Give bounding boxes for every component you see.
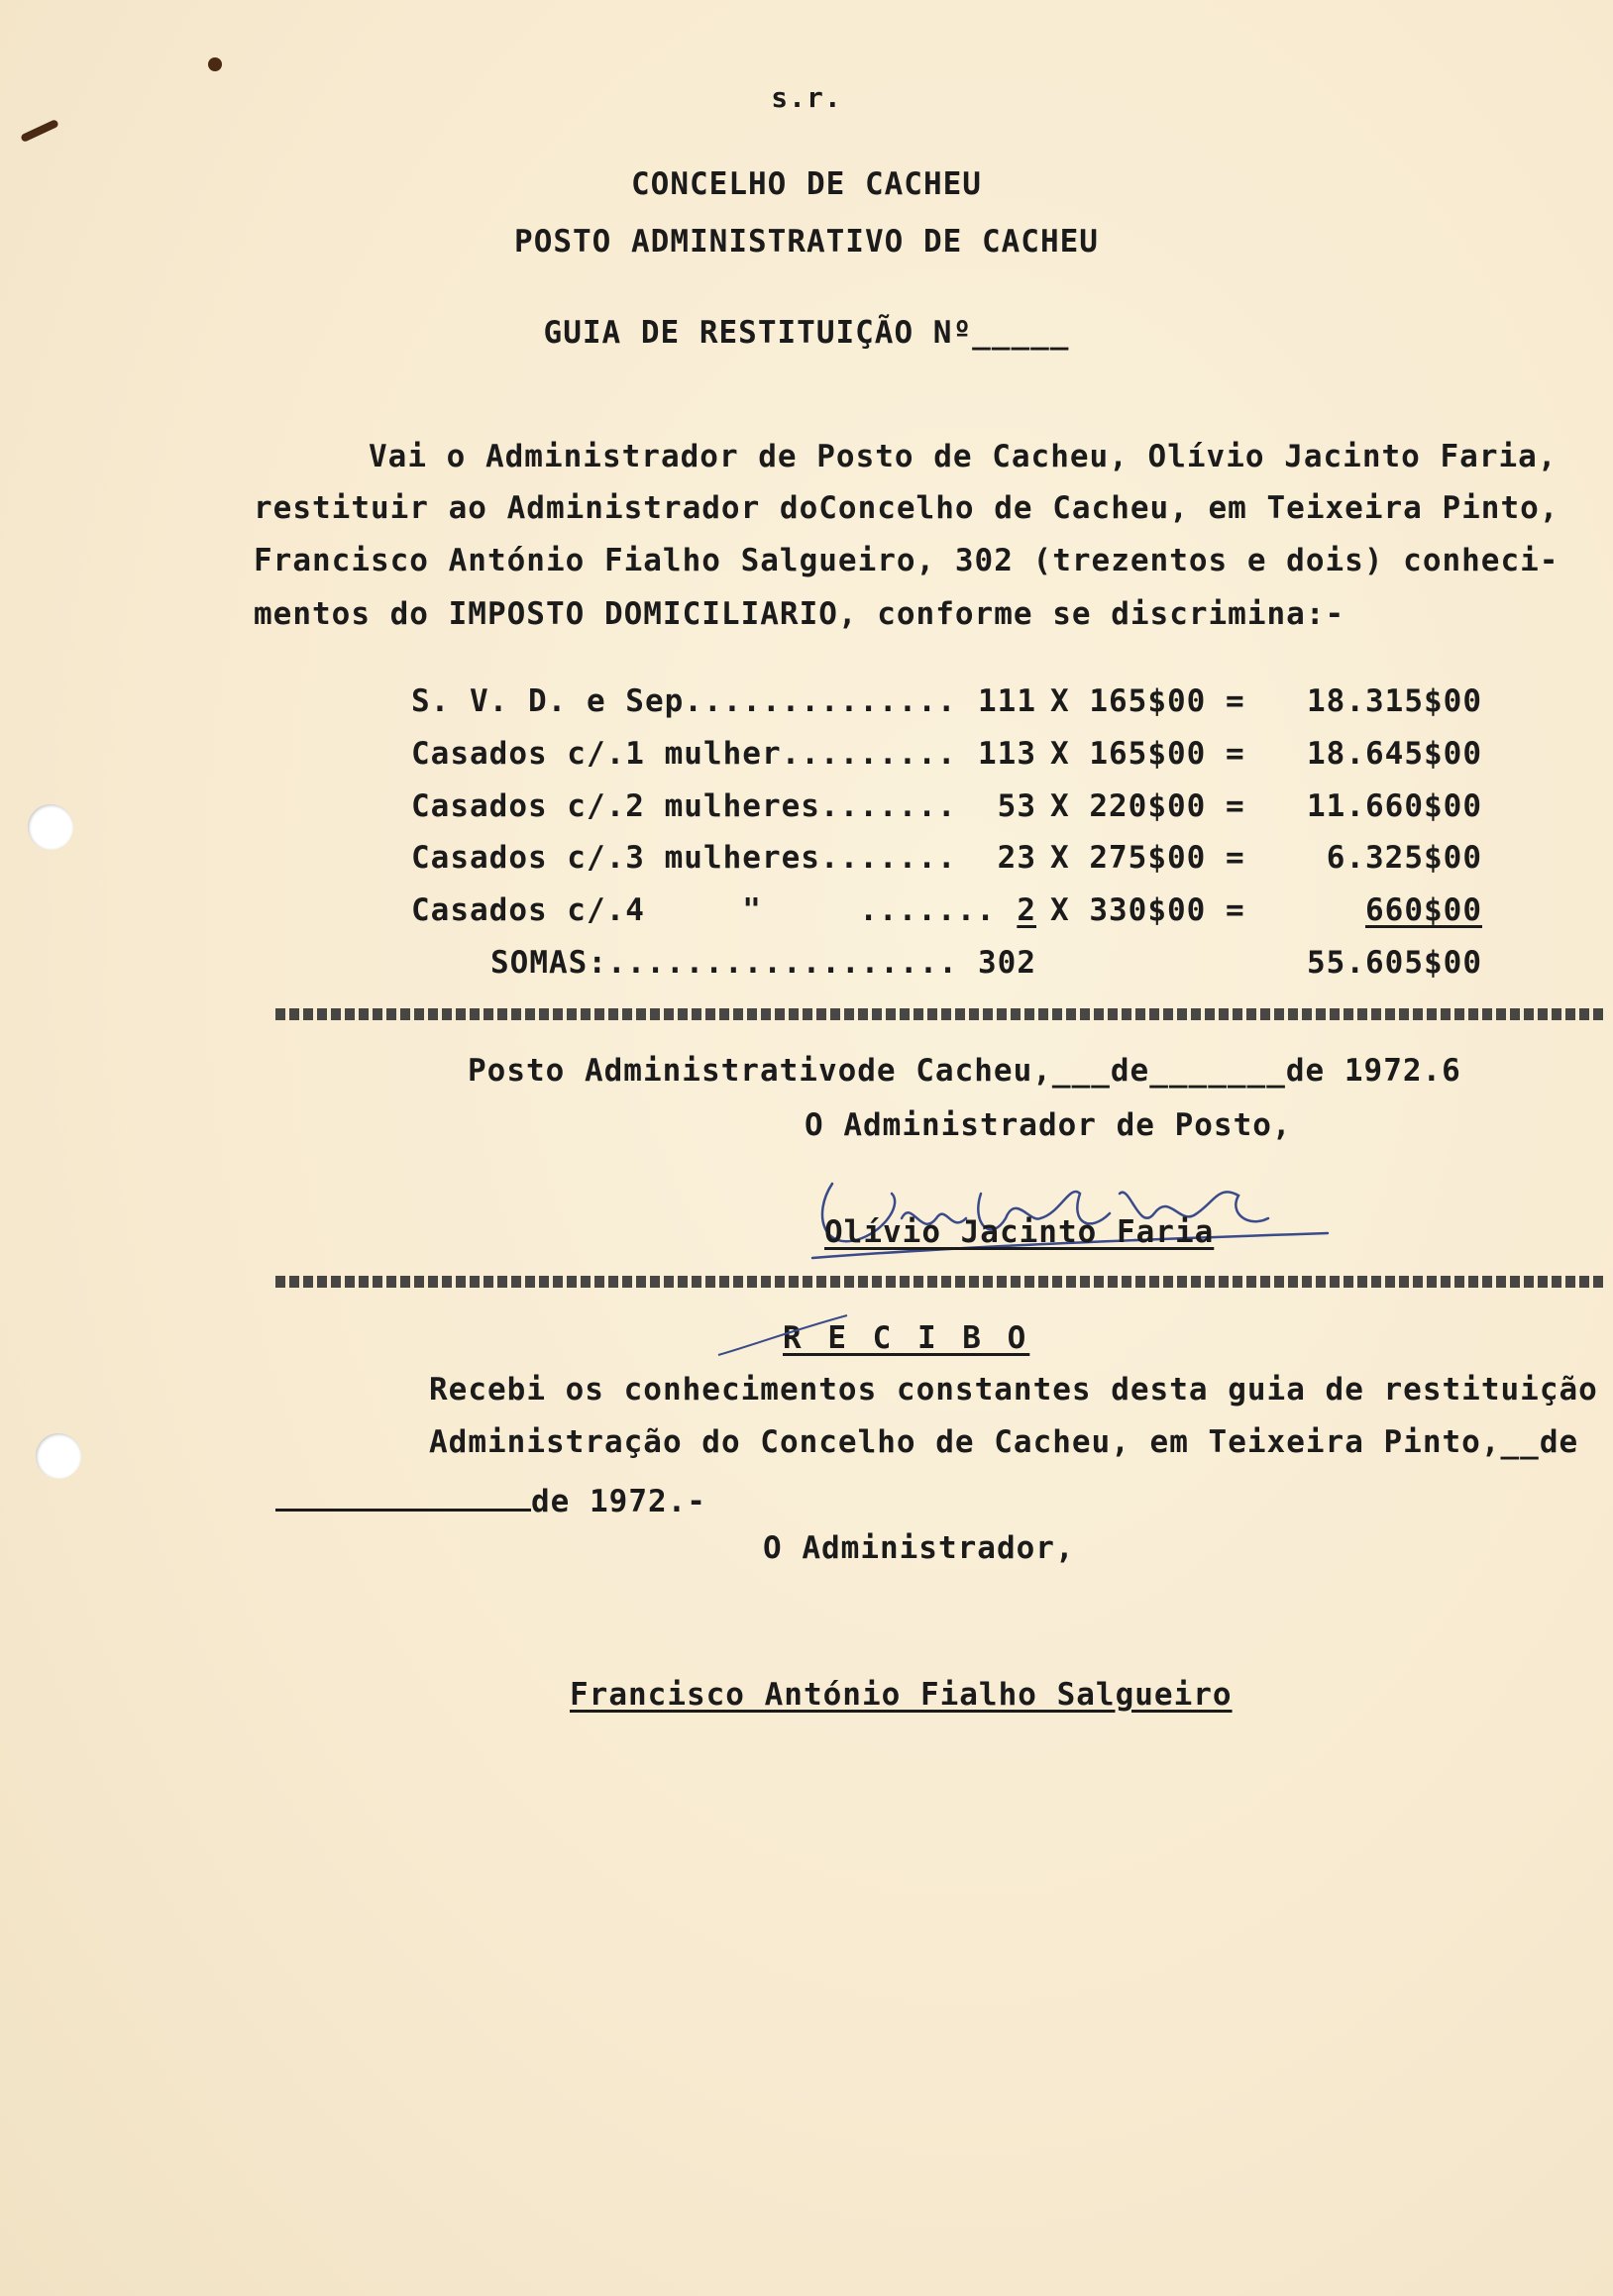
sum-label: SOMAS:.................. bbox=[490, 945, 958, 981]
row-label: Casados c/.2 mulheres....... bbox=[411, 788, 957, 824]
row-rate: X 220$00 = bbox=[1050, 788, 1245, 824]
header-post: POSTO ADMINISTRATIVO DE CACHEU bbox=[514, 224, 1099, 260]
separator-line bbox=[275, 1276, 1603, 1288]
signer-name: Olívio Jacinto Faria bbox=[824, 1214, 1215, 1250]
receipt-line-3 bbox=[275, 1479, 706, 1519]
row-quantity: 23 bbox=[997, 840, 1036, 876]
body-line-3: Francisco António Fialho Salgueiro, 302 (trezentos e dois) conheci- bbox=[254, 543, 1559, 578]
row-quantity: 2 bbox=[1017, 892, 1036, 928]
receipt-role: O Administrador, bbox=[763, 1530, 1075, 1566]
row-label: S. V. D. e Sep.............. bbox=[411, 683, 957, 719]
guide-title: GUIA DE RESTITUIÇÃO Nº_____ bbox=[543, 315, 1070, 351]
signer-role: O Administrador de Posto, bbox=[805, 1107, 1292, 1143]
row-total: 660$00 bbox=[1365, 892, 1482, 928]
body-line-4: mentos do IMPOSTO DOMICILIARIO, conforme se discrimina:- bbox=[254, 596, 1345, 632]
reference-code: s.r. bbox=[771, 81, 842, 114]
row-total: 11.660$00 bbox=[1307, 788, 1482, 824]
place-date-line: Posto Administrativode Cacheu,___de_______de 1972.6 bbox=[468, 1053, 1461, 1089]
row-quantity: 53 bbox=[997, 788, 1036, 824]
stain-mark bbox=[208, 57, 222, 71]
date-blank bbox=[275, 1479, 531, 1512]
row-rate: X 330$00 = bbox=[1050, 892, 1245, 928]
row-rate: X 165$00 = bbox=[1050, 736, 1245, 772]
stain-mark bbox=[20, 119, 59, 143]
body-line-2: restituir ao Administrador doConcelho de Cacheu, em Teixeira Pinto, bbox=[254, 490, 1559, 526]
punch-hole-top bbox=[28, 804, 73, 850]
receipt-title: R E C I B O bbox=[783, 1320, 1030, 1356]
header-council: CONCELHO DE CACHEU bbox=[631, 166, 982, 202]
sum-total: 55.605$00 bbox=[1307, 945, 1482, 981]
row-total: 6.325$00 bbox=[1326, 840, 1482, 876]
row-total: 18.315$00 bbox=[1307, 683, 1482, 719]
body-line-1: Vai o Administrador de Posto de Cacheu, Olívio Jacinto Faria, bbox=[369, 439, 1558, 474]
row-total: 18.645$00 bbox=[1307, 736, 1482, 772]
receipt-line-1: Recebi os conhecimentos constantes desta guia de restituição bbox=[429, 1372, 1598, 1408]
row-label: Casados c/.1 mulher......... bbox=[411, 736, 957, 772]
receipt-year: de 1972.- bbox=[531, 1484, 706, 1519]
pen-stroke-mark bbox=[713, 1305, 852, 1365]
row-quantity: 113 bbox=[978, 736, 1036, 772]
row-label: Casados c/.4 " ....... bbox=[411, 892, 996, 928]
receipt-line-2: Administração do Concelho de Cacheu, em Teixeira Pinto,__de bbox=[429, 1424, 1579, 1460]
sum-quantity: 302 bbox=[978, 945, 1036, 981]
row-rate: X 275$00 = bbox=[1050, 840, 1245, 876]
row-label: Casados c/.3 mulheres....... bbox=[411, 840, 957, 876]
row-rate: X 165$00 = bbox=[1050, 683, 1245, 719]
receipt-signer-name: Francisco António Fialho Salgueiro bbox=[570, 1677, 1233, 1713]
separator-line bbox=[275, 1008, 1603, 1020]
row-quantity: 111 bbox=[978, 683, 1036, 719]
punch-hole-bottom bbox=[36, 1433, 81, 1479]
